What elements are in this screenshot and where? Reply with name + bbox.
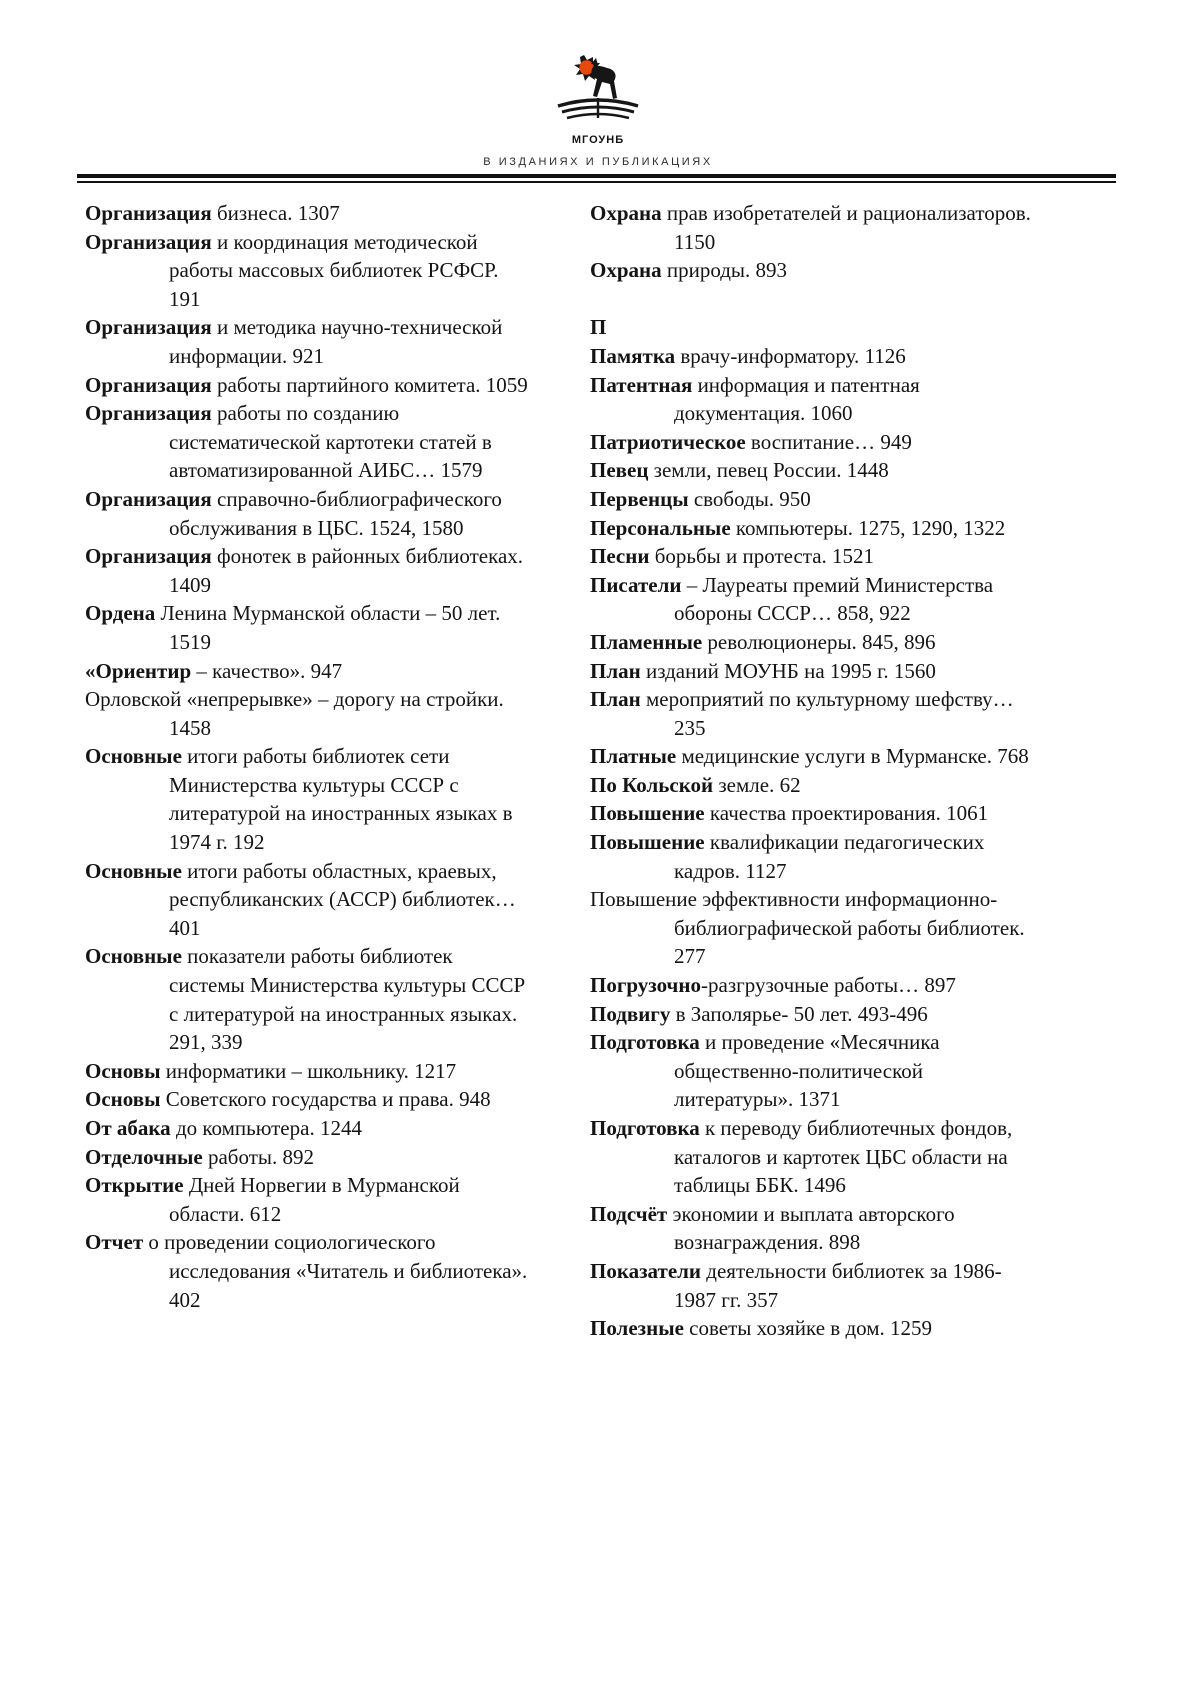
index-entry	[85, 742, 530, 856]
entry-text: – Лауреаты премий Министерства обороны СССР… 858, 922	[674, 572, 994, 626]
entry-headword: Патриотическое	[590, 429, 746, 454]
index-entry	[590, 971, 1037, 1000]
index-entry	[590, 1200, 1037, 1257]
entry-headword: Подвигу	[590, 1001, 671, 1026]
entry-headword: Повышение	[590, 830, 705, 855]
entry-text: фонотек в районных библиотеках. 1409	[169, 544, 524, 597]
entry-headword: План	[590, 658, 641, 683]
logo-caption: МГОУНБ	[571, 134, 625, 146]
entry-headword: Первенцы	[590, 486, 689, 511]
index-entry	[590, 256, 1037, 285]
entry-text: до компьютера. 1244	[170, 1116, 362, 1140]
entry-text: информатики – школьнику. 1217	[160, 1058, 457, 1083]
entry-headword: Персональные	[590, 515, 731, 540]
entry-text: свободы. 950	[688, 486, 811, 511]
entry-text: медицинские услуги в Мурманске. 768	[676, 744, 1029, 769]
entry-text: компьютеры. 1275, 1290, 1322	[730, 515, 1006, 540]
index-entry	[85, 1143, 530, 1172]
entry-headword: План	[590, 687, 641, 712]
index-entry	[85, 857, 530, 943]
index-entry	[590, 685, 1037, 742]
index-entry	[85, 199, 530, 228]
entry-headword: Погрузочно	[590, 973, 701, 998]
index-entry	[590, 1257, 1037, 1314]
header-divider	[77, 174, 1116, 183]
page-header	[0, 0, 1196, 183]
entry-headword: Повышение	[590, 801, 705, 826]
entry-text: работы по созданию систематической картотеки статей в автоматизированной АИБС… 1579	[169, 401, 492, 483]
entry-text: изданий МОУНБ на 1995 г. 1560	[640, 658, 936, 683]
entry-text: работы партийного комитета. 1059	[211, 372, 528, 397]
entry-text: воспитание… 949	[745, 429, 912, 454]
entry-text: борьбы и протеста. 1521	[649, 544, 875, 569]
entry-headword: От абака	[85, 1116, 171, 1140]
entry-headword: Отделочные	[85, 1144, 203, 1169]
entry-headword: Основы	[85, 1087, 161, 1112]
index-entry	[590, 456, 1037, 485]
index-entry	[590, 828, 1037, 885]
section-letter	[590, 313, 1037, 342]
books-icon	[558, 98, 638, 118]
index-entry	[85, 1228, 530, 1314]
entry-text: земли, певец России. 1448	[648, 458, 889, 483]
entry-text: итоги работы библиотек сети Министерства культуры СССР с литературой на иностранных языках в 1974 г. 192	[169, 744, 513, 855]
index-entry	[85, 599, 530, 656]
entry-headword: Писатели	[590, 572, 682, 597]
entry-headword: Основы	[85, 1058, 161, 1083]
index-column-right	[590, 199, 1037, 1343]
index-entry	[590, 628, 1037, 657]
entry-headword: Памятка	[590, 343, 676, 368]
index-entry	[85, 371, 530, 400]
index-entry	[590, 342, 1037, 371]
index-entry	[85, 1114, 530, 1143]
entry-text: советы хозяйке в дом. 1259	[683, 1316, 933, 1341]
entry-headword: Организация	[85, 486, 212, 511]
deer-icon	[591, 58, 617, 99]
entry-headword: Открытие	[85, 1173, 184, 1198]
entry-text: и методика научно-технической информации. 921	[169, 315, 503, 368]
entry-headword: Охрана	[590, 201, 662, 225]
index-entry	[590, 514, 1037, 543]
index-entry	[85, 399, 530, 485]
index-entry	[590, 657, 1037, 686]
index-entry	[85, 313, 530, 370]
index-columns	[0, 183, 1196, 1343]
index-entry	[590, 485, 1037, 514]
index-entry	[85, 228, 530, 314]
entry-headword: Организация	[85, 372, 212, 397]
entry-headword: Организация	[85, 315, 212, 340]
entry-text: – качество». 947	[191, 658, 343, 683]
index-entry	[85, 542, 530, 599]
entry-headword: Подсчёт	[590, 1201, 668, 1226]
index-entry	[590, 1314, 1037, 1343]
index-entry	[85, 1171, 530, 1228]
entry-headword: Патентная	[590, 372, 693, 397]
entry-text: Дней Норвегии в Мурманской области. 612	[169, 1173, 460, 1226]
entry-headword: Певец	[590, 458, 649, 483]
index-entry	[590, 742, 1037, 771]
entry-text: качества проектирования. 1061	[704, 801, 989, 826]
index-entry	[590, 799, 1037, 828]
entry-text: Повышение эффективности информационно-библиографической работы библиотек. 277	[590, 887, 1025, 969]
index-entry	[85, 1085, 530, 1114]
entry-text: показатели работы библиотек системы Министерства культуры СССР с литературой на иностранных языках. 291, 339	[169, 944, 526, 1055]
entry-text: к переводу библиотечных фондов, каталогов и картотек ЦБС области на таблицы ББК. 1496	[674, 1116, 1013, 1198]
entry-text: справочно-библиографического обслуживания в ЦБС. 1524, 1580	[169, 486, 502, 540]
entry-headword: Организация	[85, 201, 212, 225]
index-entry	[85, 1057, 530, 1086]
page-subtitle: В ИЗДАНИЯХ И ПУБЛИКАЦИЯХ	[483, 156, 713, 168]
entry-text: квалификации педагогических кадров. 1127	[674, 830, 985, 883]
entry-text: экономии и выплата авторского вознаграждения. 898	[667, 1201, 955, 1255]
entry-headword: По Кольской	[590, 772, 714, 797]
entry-headword: Основные	[85, 858, 182, 883]
index-entry	[590, 199, 1037, 256]
entry-text: -разгрузочные работы… 897	[701, 973, 956, 998]
entry-headword: Пламенные	[590, 629, 703, 654]
entry-text: в Заполярье- 50 лет. 493-496	[670, 1001, 928, 1026]
entry-text: Ленина Мурманской области – 50 лет. 1519	[155, 601, 501, 654]
index-entry	[85, 657, 530, 686]
entry-text: Советского государства и права. 948	[160, 1087, 491, 1112]
entry-headword: Подготовка	[590, 1030, 700, 1055]
entry-text: бизнеса. 1307	[211, 201, 340, 225]
index-entry	[85, 485, 530, 542]
index-entry	[590, 571, 1037, 628]
index-entry	[590, 771, 1037, 800]
entry-headword: П	[590, 315, 607, 340]
entry-text: революционеры. 845, 896	[702, 629, 936, 654]
entry-headword: Отчет	[85, 1230, 144, 1255]
index-entry	[590, 371, 1037, 428]
entry-headword: Показатели	[590, 1258, 702, 1283]
index-entry	[590, 428, 1037, 457]
entry-text: земле. 62	[713, 772, 801, 797]
entry-text: о проведении социологического исследования «Читатель и библиотека». 402	[143, 1230, 528, 1312]
entry-text: врачу-информатору. 1126	[675, 343, 906, 368]
entry-text: и проведение «Месячника общественно-политической литературы». 1371	[674, 1030, 940, 1112]
index-entry	[590, 885, 1037, 971]
entry-headword: Основные	[85, 744, 182, 769]
entry-headword: Охрана	[590, 258, 662, 283]
entry-headword: Организация	[85, 229, 212, 254]
index-entry	[85, 942, 530, 1056]
entry-headword: «Ориентир	[85, 658, 192, 683]
entry-text: мероприятий по культурному шефству… 235	[640, 687, 1014, 740]
index-entry	[85, 685, 530, 742]
entry-text: природы. 893	[661, 258, 788, 283]
entry-text: работы. 892	[202, 1144, 314, 1169]
entry-headword: Подготовка	[590, 1116, 700, 1140]
index-column-left	[85, 199, 530, 1343]
entry-headword: Основные	[85, 944, 182, 969]
index-entry	[590, 1000, 1037, 1029]
entry-headword: Организация	[85, 544, 212, 569]
logo-emblem	[554, 54, 642, 128]
entry-headword: Песни	[590, 544, 650, 569]
entry-text: информация и патентная документация. 1060	[674, 372, 920, 426]
library-logo	[554, 54, 642, 146]
entry-headword: Полезные	[590, 1316, 684, 1341]
index-entry	[590, 1028, 1037, 1114]
entry-headword: Организация	[85, 401, 212, 426]
entry-text: Орловской «непрерывке» – дорогу на стройки. 1458	[85, 687, 504, 740]
entry-text: и координация методической работы массовых библиотек РСФСР. 191	[169, 229, 499, 311]
entry-text: прав изобретателей и рационализаторов. 1150	[661, 201, 1031, 254]
entry-headword: Платные	[590, 744, 677, 769]
index-entry	[590, 542, 1037, 571]
entry-text: деятельности библиотек за 1986-1987 гг. 357	[674, 1258, 1002, 1312]
index-entry	[590, 1114, 1037, 1200]
entry-headword: Ордена	[85, 601, 156, 626]
entry-text: итоги работы областных, краевых, республиканских (АССР) библиотек… 401	[169, 858, 516, 940]
